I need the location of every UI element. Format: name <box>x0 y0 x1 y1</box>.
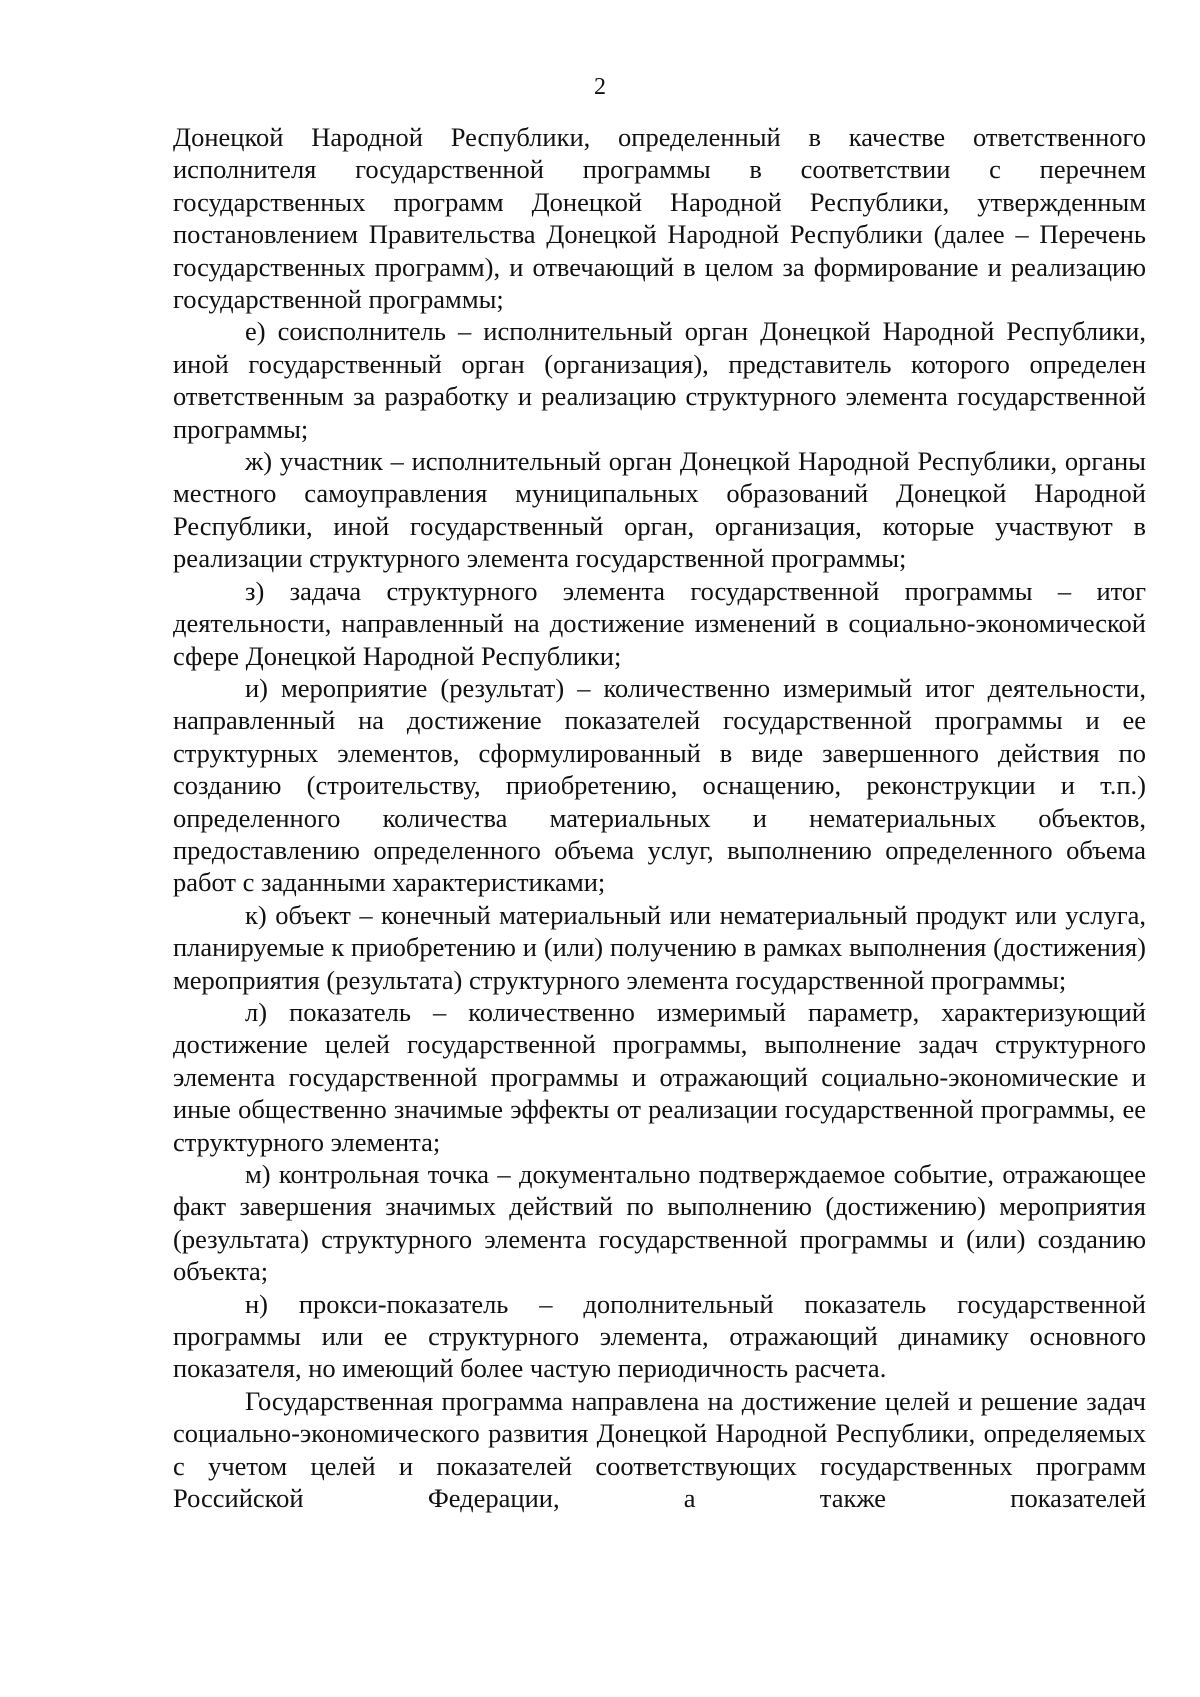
document-body <box>173 121 1146 1514</box>
paragraph-continuation: Донецкой Народной Республики, определенный в качестве ответственного исполнителя государственной программы в соответствии с перечнем государственных программ Донецкой Народной Республики, утвержденным постановлением Правительства Донецкой Народной Республики (далее – Перечень государственных программ), и отвечающий в целом за формирование и реализацию государственной программы; <box>173 122 1146 315</box>
page-number: 2 <box>594 74 606 100</box>
paragraph-item-zh: ж) участник – исполнительный орган Донецкой Народной Республики, органы местного самоуправления муниципальных образований Донецкой Народной Республики, иной государственный орган, организация, которые участвуют в реализации структурного элемента государственной программы; <box>173 446 1146 574</box>
paragraph-item-k: к) объект – конечный материальный или нематериальный продукт или услуга, планируемые к приобретению и (или) получению в рамках выполнения (достижения) мероприятия (результата) структурного элемента государственной программы; <box>173 899 1146 995</box>
paragraph-item-n: н) прокси-показатель – дополнительный показатель государственной программы или ее структурного элемента, отражающий динамику основного показателя, но имеющий более частую периодичность расчета. <box>173 1288 1146 1384</box>
paragraph-item-m: м) контрольная точка – документально подтверждаемое событие, отражающее факт завершения значимых действий по выполнению (достижению) мероприятия (результата) структурного элемента государственной программы и (или) созданию объекта; <box>173 1159 1146 1287</box>
paragraph-item-e: е) соисполнитель – исполнительный орган Донецкой Народной Республики, иной государственный орган (организация), представитель которого определен ответственным за разработку и реализацию структурного элемента государственной программы; <box>173 316 1146 444</box>
paragraph-item-i: и) мероприятие (результат) – количественно измеримый итог деятельности, направленный на достижение показателей государственной программы и ее структурных элементов, сформулированный в виде завершенного действия по созданию (строительству, приобретению, оснащению, реконструкции и т.п.) определенного количества материальных и нематериальных объектов, предоставлению определенного объема услуг, выполнению определенного объема работ с заданными характеристиками; <box>173 672 1146 898</box>
paragraph-item-z: з) задача структурного элемента государственной программы – итог деятельности, направленный на достижение изменений в социально-экономической сфере Донецкой Народной Республики; <box>173 575 1146 671</box>
paragraph-item-l: л) показатель – количественно измеримый параметр, характеризующий достижение целей государственной программы, выполнение задач структурного элемента государственной программы и отражающий социально-экономические и иные общественно значимые эффекты от реализации государственной программы, ее структурного элемента; <box>173 996 1146 1157</box>
paragraph-program-purpose: Государственная программа направлена на достижение целей и решение задач социально-экономического развития Донецкой Народной Республики, определяемых с учетом целей и показателей соответствующих государственных программ Российской Федерации, а также показателей <box>173 1385 1146 1514</box>
